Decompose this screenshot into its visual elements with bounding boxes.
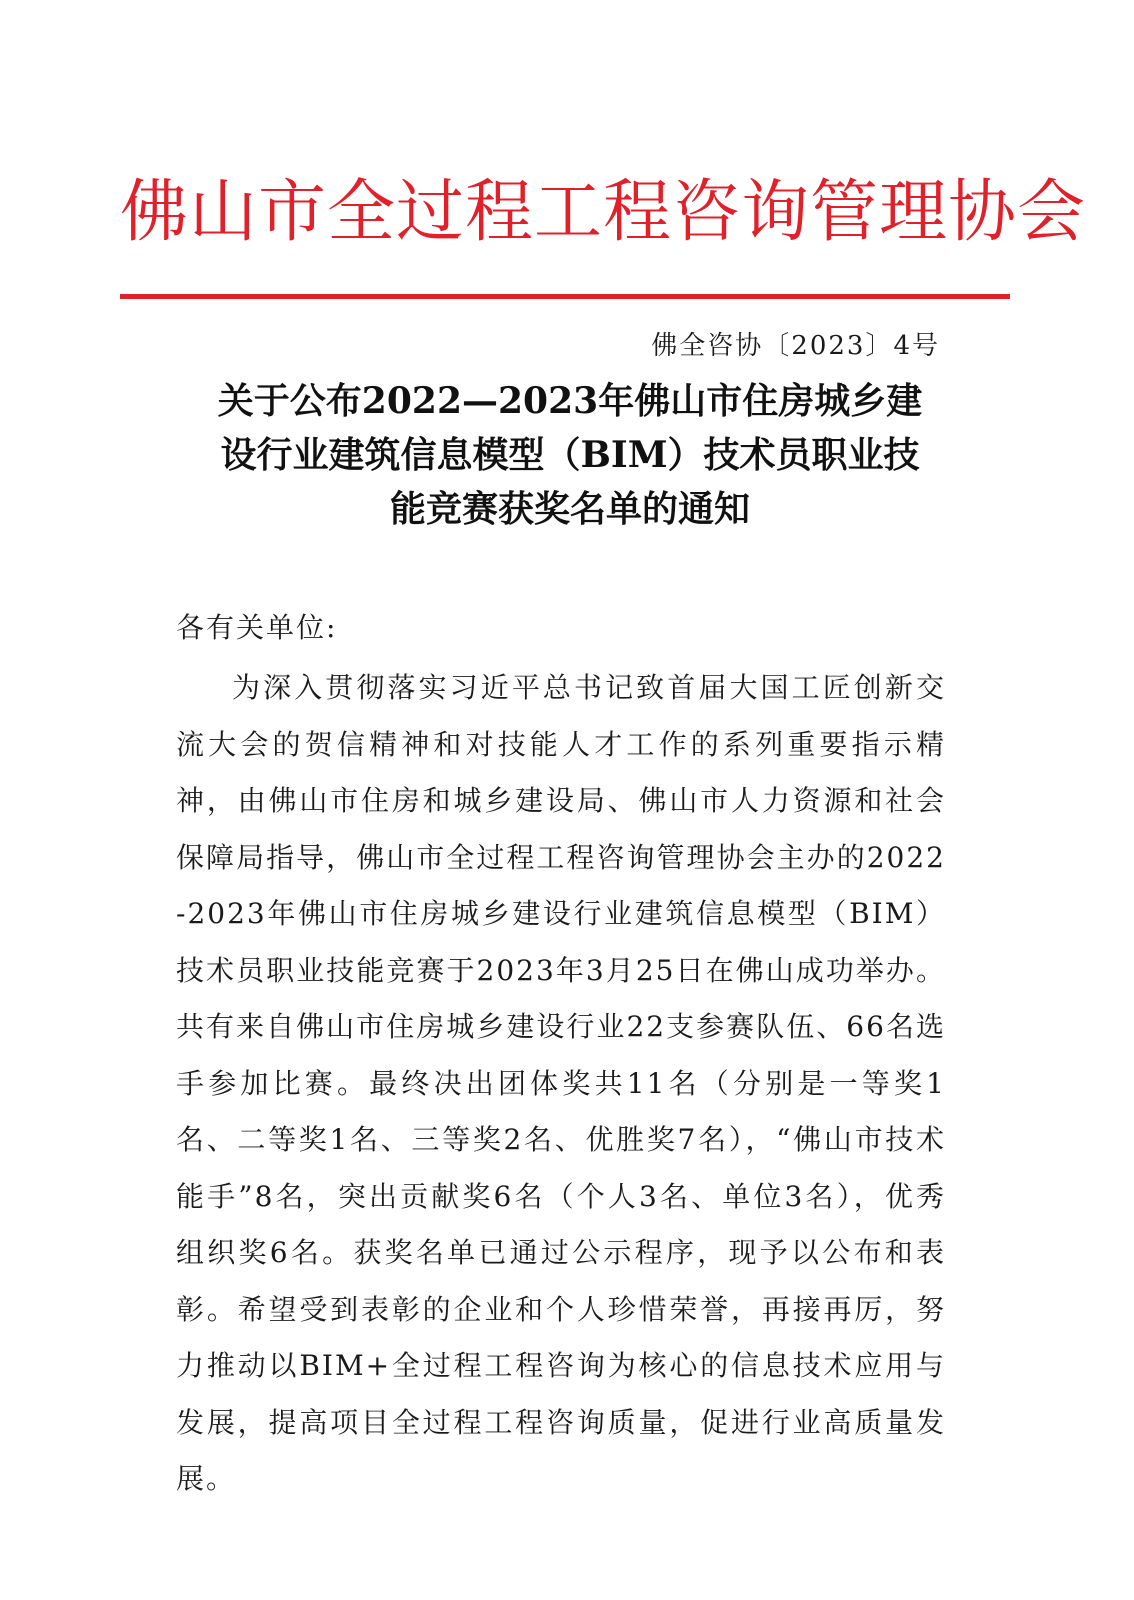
document-title xyxy=(170,374,970,536)
organization-masthead: 佛山市全过程工程咨询管理协会 xyxy=(120,173,1087,252)
document-number: 佛全咨协〔2023〕4号 xyxy=(651,331,940,361)
title-line-3: 能竞赛获奖名单的通知 xyxy=(389,488,750,530)
title-line-2: 设行业建筑信息模型（BIM）技术员职业技 xyxy=(220,434,920,476)
title-line-1: 关于公布2022—2023年佛山市住房城乡建 xyxy=(217,380,923,422)
body-paragraph: 为深入贯彻落实习近平总书记致首届大国工匠创新交流大会的贺信精神和对技能人才工作的系列重要指示精神，由佛山市住房和城乡建设局、佛山市人力资源和社会保障局指导，佛山市全过程工程咨询管理协会主办的2022-2023年佛山市住房城乡建设行业建筑信息模型（BIM）技术员职业技能竞赛于2023年3月25日在佛山成功举办。共有来自佛山市住房城乡建设行业22支参赛队伍、66名选手参加比赛。最终决出团体奖共11名（分别是一等奖1名、二等奖1名、三等奖2名、优胜奖7名），“佛山市技术能手”8名，突出贡献奖6名（个人3名、单位3名），优秀组织奖6名。获奖名单已通过公示程序，现予以公布和表彰。希望受到表彰的企业和个人珍惜荣誉，再接再厉，努力推动以BIM+全过程工程咨询为核心的信息技术应用与发展，提高项目全过程工程咨询质量，促进行业高质量发展。 xyxy=(176,671,946,1495)
salutation: 各有关单位: xyxy=(176,611,338,644)
red-divider-line xyxy=(120,294,1010,299)
